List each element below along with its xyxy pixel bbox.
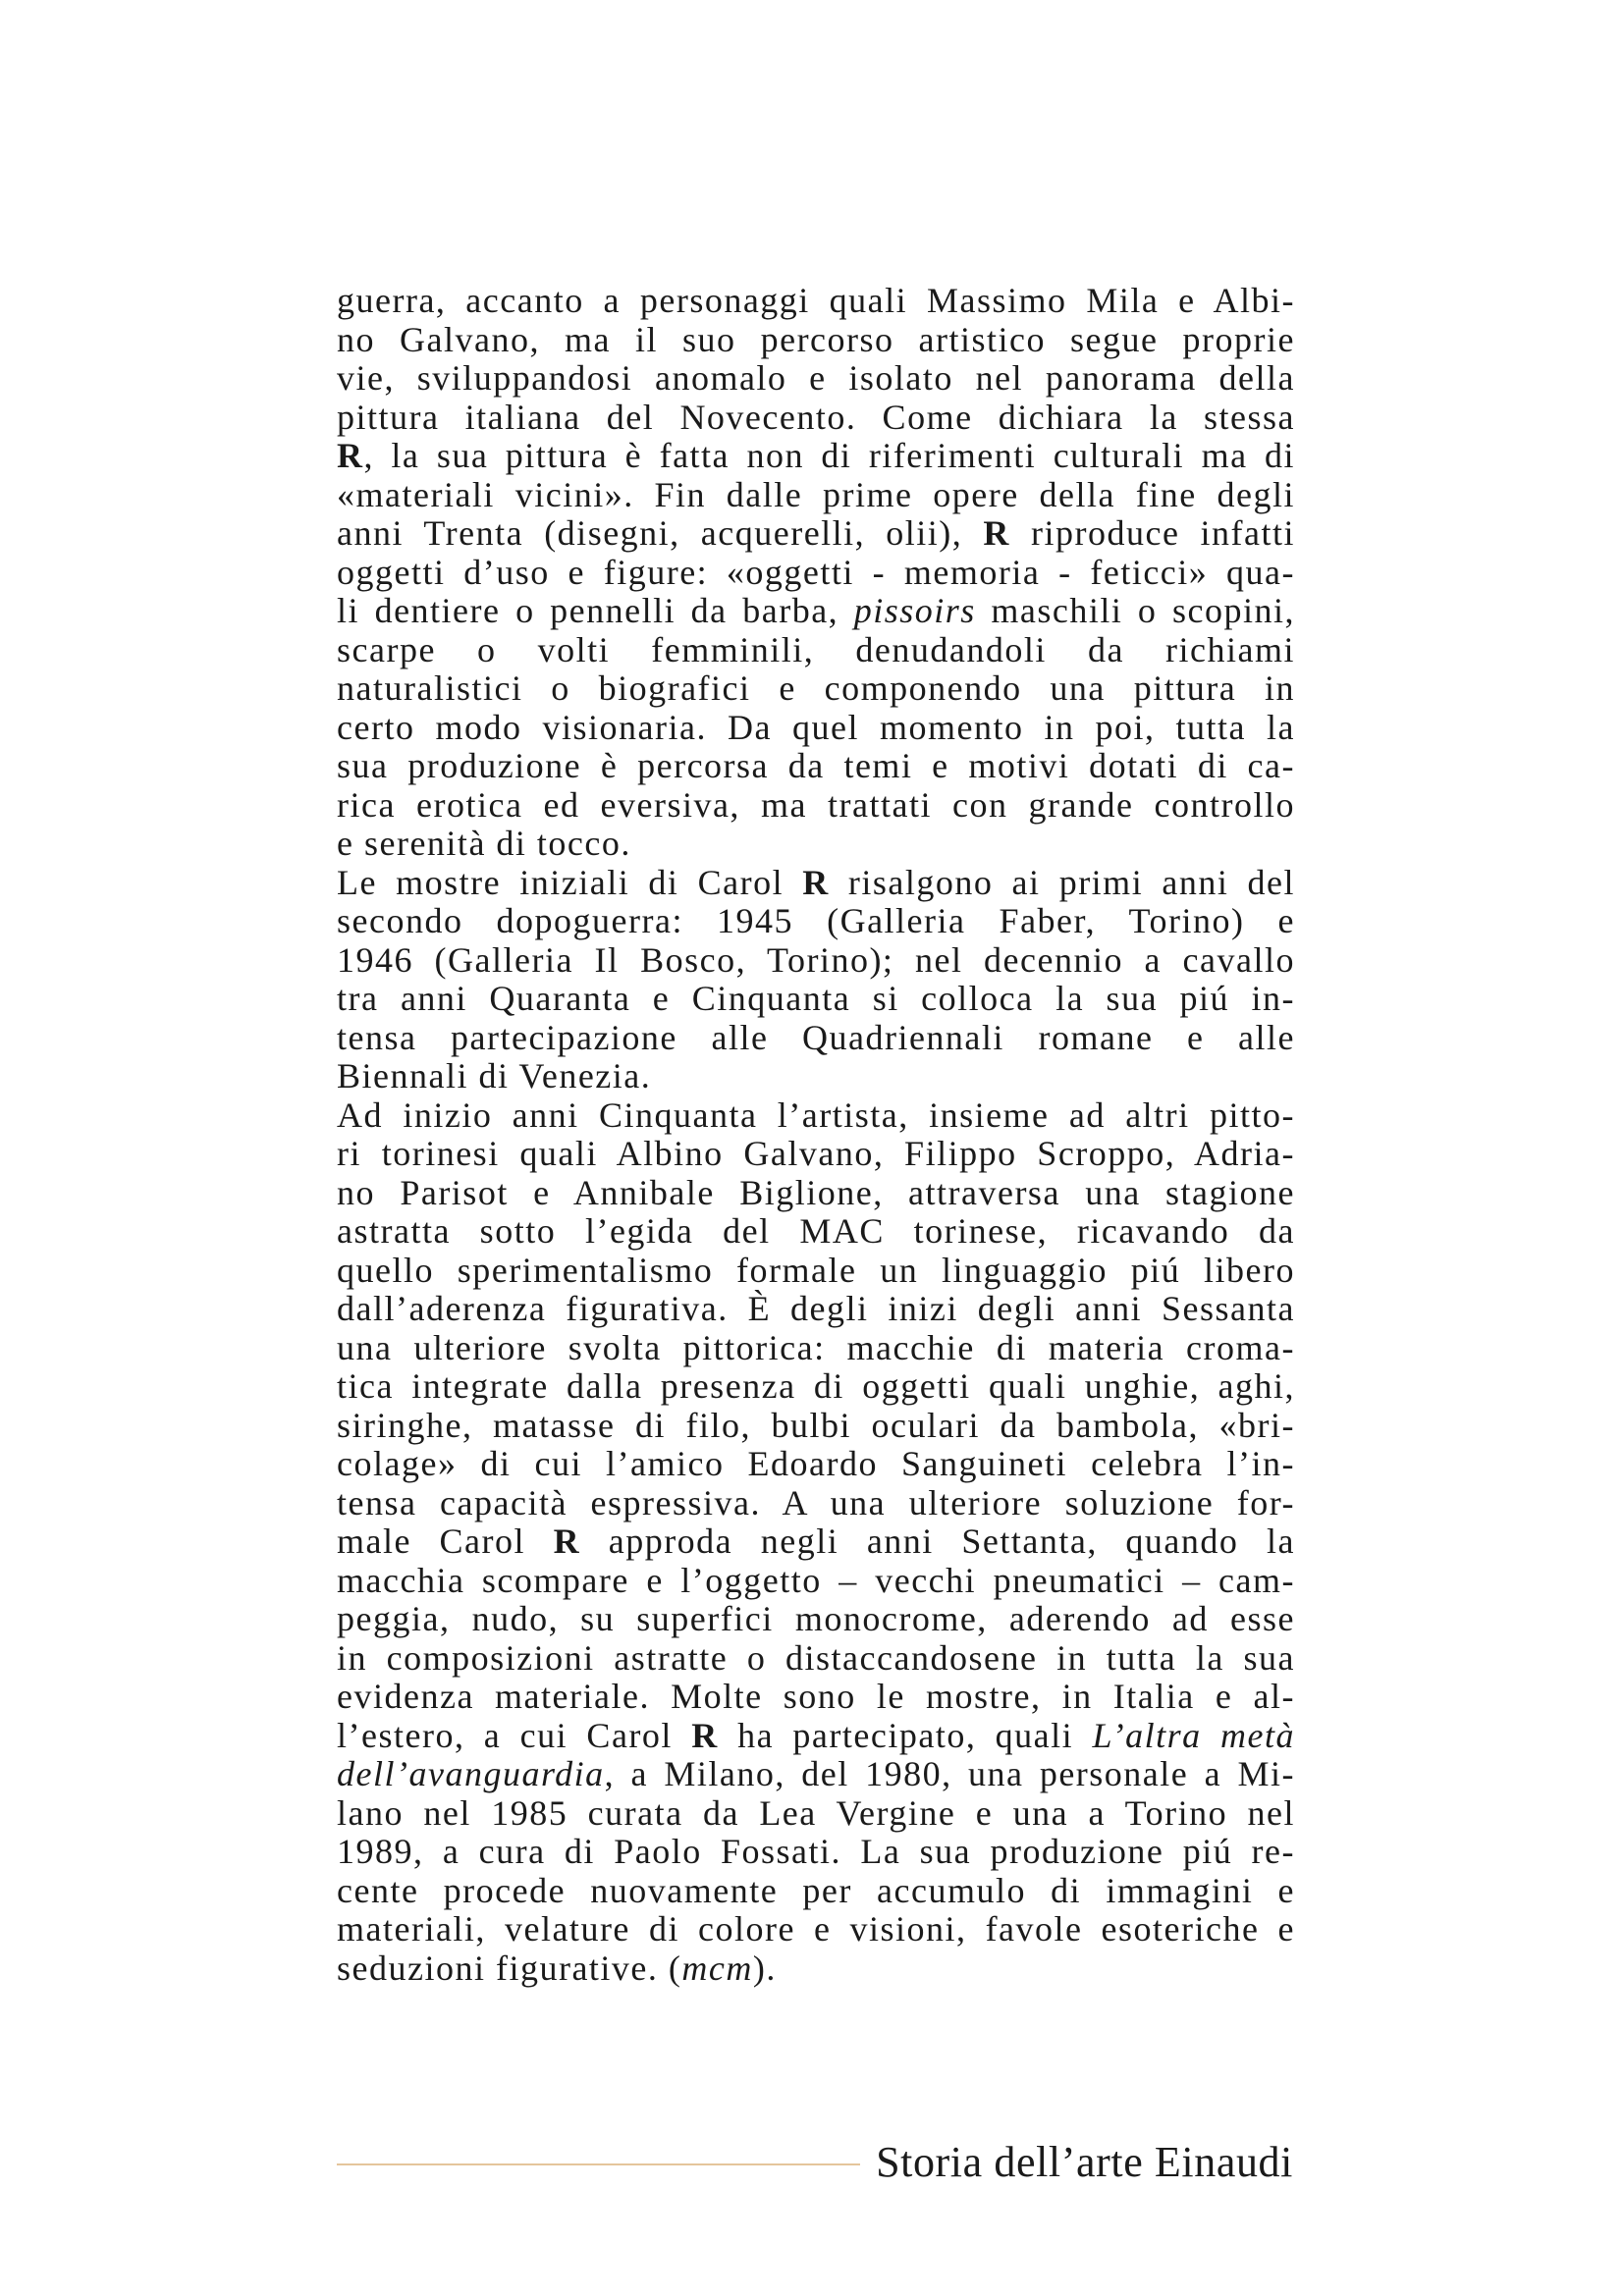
text-run: rica erotica ed eversiva, ma trattati con grande controllo: [337, 784, 1295, 825]
text-line: [337, 747, 1295, 786]
text-run: l’estero, a cui Carol: [337, 1715, 692, 1755]
text-line: [337, 1407, 1295, 1446]
text-line: [337, 1445, 1295, 1484]
text-line: [337, 631, 1295, 670]
text-line: [337, 399, 1295, 438]
text-run: scarpe o volti femminili, denudandoli da richiami: [337, 629, 1295, 669]
text-line: [337, 1329, 1295, 1368]
text-run: anni Trenta (disegni, acquerelli, olii),: [337, 513, 984, 553]
text-line: [337, 1678, 1295, 1717]
text-run: no Parisot e Annibale Biglione, attraversa una stagione: [337, 1172, 1295, 1212]
text-run: oggetti d’uso e figure: «oggetti - memoria - feticci» qua-: [337, 552, 1295, 592]
text-run: tensa capacità espressiva. A una ulteriore soluzione for-: [337, 1482, 1295, 1522]
text-run: siringhe, matasse di filo, bulbi oculari da bambola, «bri-: [337, 1405, 1295, 1445]
text-run: lano nel 1985 curata da Lea Vergine e una a Torino nel: [337, 1792, 1295, 1833]
text-run: guerra, accanto a personaggi quali Massimo Mila e Albi-: [337, 281, 1295, 320]
text-line: [337, 709, 1295, 748]
text-line: [337, 786, 1295, 826]
italic-text: pissoirs: [853, 591, 976, 630]
text-run: quello sperimentalismo formale un linguaggio piú libero: [337, 1250, 1295, 1290]
text-run: in composizioni astratte o distaccandosene in tutta la sua: [337, 1637, 1295, 1678]
bold-text: R: [691, 1715, 719, 1755]
text-line: [337, 1019, 1295, 1058]
text-line: [337, 864, 1295, 903]
text-run: approda negli anni Settanta, quando la: [580, 1522, 1295, 1561]
text-line: [337, 1096, 1295, 1136]
text-run: ha partecipato, quali: [718, 1715, 1093, 1755]
italic-text: mcm: [681, 1948, 753, 1988]
text-line: [337, 554, 1295, 593]
paragraph: [337, 1096, 1295, 1989]
bold-text: R: [337, 436, 364, 475]
text-line: [337, 1057, 1295, 1096]
text-line: [337, 669, 1295, 709]
text-run: vie, sviluppandosi anomalo e isolato nel panorama della: [337, 358, 1295, 398]
text-run: Biennali di Venezia.: [337, 1056, 652, 1095]
text-run: peggia, nudo, su superfici monocrome, aderendo ad esse: [337, 1599, 1295, 1638]
text-line: [337, 1833, 1295, 1872]
text-run: tensa partecipazione alle Quadriennali romane e alle: [337, 1017, 1295, 1057]
text-line: [337, 1135, 1295, 1174]
text-run: ).: [752, 1948, 777, 1988]
text-run: riproduce infatti: [1009, 513, 1295, 553]
text-run: maschili o scopini,: [975, 591, 1295, 630]
text-run: li dentiere o pennelli da barba,: [337, 591, 854, 630]
text-line: [337, 1639, 1295, 1679]
text-run: male Carol: [337, 1522, 554, 1561]
text-run: 1989, a cura di Paolo Fossati. La sua produzione piú re-: [337, 1832, 1295, 1871]
italic-text: dell’avanguardia: [337, 1754, 605, 1793]
text-line: [337, 902, 1295, 941]
text-run: colage» di cui l’amico Edoardo Sanguineti celebra l’in-: [337, 1444, 1295, 1483]
text-run: macchia scompare e l’oggetto – vecchi pneumatici – cam-: [337, 1560, 1295, 1600]
text-run: dall’aderenza figurativa. È degli inizi degli anni Sessanta: [337, 1289, 1295, 1328]
text-run: no Galvano, ma il suo percorso artistico segue proprie: [337, 319, 1295, 359]
italic-text: L’altra metà: [1092, 1715, 1295, 1755]
text-run: seduzioni figurative. (: [337, 1948, 682, 1988]
body-text: [337, 282, 1295, 1988]
text-run: pittura italiana del Novecento. Come dichiara la stessa: [337, 397, 1295, 437]
text-line: [337, 437, 1295, 476]
text-run: materiali, velature di colore e visioni, favole esoteriche e: [337, 1909, 1295, 1949]
text-line: [337, 1562, 1295, 1601]
text-line: [337, 1484, 1295, 1523]
text-line: [337, 321, 1295, 360]
text-run: , la sua pittura è fatta non di riferimenti culturali ma di: [363, 436, 1295, 475]
bold-text: R: [553, 1522, 581, 1561]
text-run: e serenità di tocco.: [337, 824, 631, 863]
text-line: [337, 1794, 1295, 1834]
text-run: evidenza materiale. Molte sono le mostre, in Italia e al-: [337, 1677, 1295, 1716]
text-line: [337, 1717, 1295, 1756]
bold-text: R: [802, 862, 830, 902]
text-line: [337, 1755, 1295, 1794]
text-run: tra anni Quaranta e Cinquanta si colloca la sua piú in-: [337, 979, 1295, 1018]
text-run: naturalistici o biografici e componendo una pittura in: [337, 668, 1295, 708]
text-line: [337, 1212, 1295, 1252]
text-run: certo modo visionaria. Da quel momento in poi, tutta la: [337, 707, 1295, 747]
text-run: Ad inizio anni Cinquanta l’artista, insieme ad altri pitto-: [337, 1095, 1295, 1135]
footer-title: Storia dell’arte Einaudi: [876, 2138, 1293, 2186]
text-line: [337, 1174, 1295, 1213]
text-run: cente procede nuovamente per accumulo di immagini e: [337, 1870, 1295, 1910]
text-line: [337, 514, 1295, 554]
text-run: una ulteriore svolta pittorica: macchie di materia croma-: [337, 1327, 1295, 1367]
paragraph: [337, 864, 1295, 1096]
text-run: , a Milano, del 1980, una personale a Mi-: [604, 1754, 1295, 1793]
paragraph: [337, 282, 1295, 864]
bold-text: R: [983, 513, 1010, 553]
text-line: [337, 592, 1295, 631]
text-line: [337, 825, 1295, 864]
footer-rule: [337, 2163, 860, 2165]
text-line: [337, 1367, 1295, 1407]
text-run: sua produzione è percorsa da temi e motivi dotati di ca-: [337, 746, 1295, 785]
text-line: [337, 1910, 1295, 1949]
text-run: astratta sotto l’egida del MAC torinese, ricavando da: [337, 1211, 1295, 1251]
text-run: secondo dopoguerra: 1945 (Galleria Faber, Torino) e: [337, 901, 1295, 940]
text-line: [337, 980, 1295, 1019]
text-line: [337, 941, 1295, 981]
text-line: [337, 1522, 1295, 1562]
text-run: «materiali vicini». Fin dalle prime opere della fine degli: [337, 474, 1295, 514]
text-line: [337, 1290, 1295, 1329]
text-run: Le mostre iniziali di Carol: [337, 862, 803, 902]
text-line: [337, 1872, 1295, 1911]
text-line: [337, 359, 1295, 399]
text-line: [337, 282, 1295, 321]
text-line: [337, 1600, 1295, 1639]
text-run: ri torinesi quali Albino Galvano, Filippo Scroppo, Adria-: [337, 1134, 1295, 1173]
text-line: [337, 1252, 1295, 1291]
text-run: tica integrate dalla presenza di oggetti quali unghie, aghi,: [337, 1366, 1295, 1406]
text-line: [337, 1949, 1295, 1989]
text-run: risalgono ai primi anni del: [829, 862, 1295, 902]
text-line: [337, 476, 1295, 515]
text-run: 1946 (Galleria Il Bosco, Torino); nel decennio a cavallo: [337, 939, 1295, 980]
